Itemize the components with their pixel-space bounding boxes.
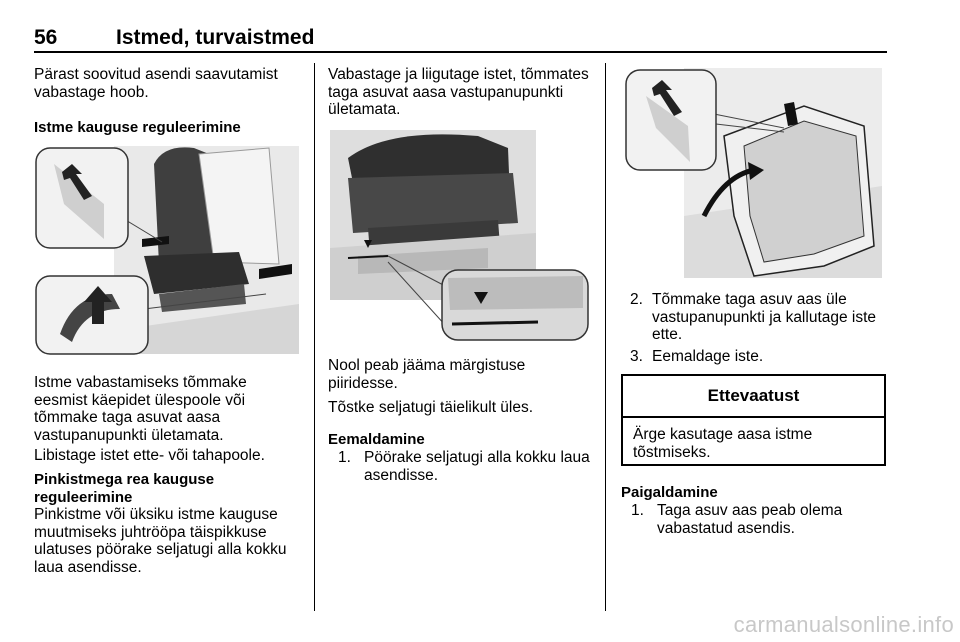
caution-title: Ettevaatust [623,376,884,418]
list-item-number: 3. [630,348,643,365]
col3-heading-installation: Paigaldamine [621,484,718,501]
caution-box [621,374,886,466]
col1-paragraph-2: Istme vabastamiseks tõmmake eesmist käepidet ülespoole või tõmmake taga asuvat aasa vastupanupunkti ületamata. [34,374,247,444]
header-rule [34,51,887,53]
caution-text: Ärge kasutage aasa istme tõstmiseks. [633,426,813,461]
col1-paragraph-1: Pärast soovitud asendi saavutamist vabastage hoob. [34,66,278,101]
column-divider-1 [314,63,315,611]
list-item-text: Pöörake seljatugi alla kokku laua asendisse. [364,449,590,484]
col2-paragraph-3: Tõstke seljatugi täielikult üles. [328,399,534,416]
list-item-text: Eemaldage iste. [652,348,764,365]
list-item-number: 1. [338,449,351,466]
col2-heading-removal: Eemaldamine [328,431,425,448]
page-number: 56 [34,26,58,49]
col1-paragraph-4: Pinkistme või üksiku istme kauguse muutmiseks juhtrööpa täispikkuse ulatuses pöörake seljatugi alla kokku laua asendisse. [34,506,287,576]
col1-heading-seat-distance: Istme kauguse reguleerimine [34,119,241,136]
col3-list-item-3 [624,348,886,366]
watermark: carmanualsonline.info [733,612,954,637]
col3-list-item-2 [624,291,886,344]
list-item-number: 2. [630,291,643,308]
list-item-text: Taga asuv aas peab olema vabastatud asendis. [657,502,843,537]
seat-adjust-illustration [34,144,299,356]
col3-list2-item-1 [621,502,883,537]
col2-list-item-1 [328,449,592,484]
list-item-text: Tõmmake taga asuv aas üle vastupanupunkti ja kallutage iste ette. [652,291,877,343]
column-divider-2 [605,63,606,611]
seat-tilt-illustration [624,66,884,280]
col2-paragraph-1: Vabastage ja liigutage istet, tõmmates taga asuvat aasa vastupanupunkti ületamata. [328,66,589,118]
list-item-number: 1. [631,502,644,519]
col1-paragraph-3: Libistage istet ette- või tahapoole. [34,447,265,464]
col1-heading-bench-distance: Pinkistmega rea kauguse reguleerimine [34,471,215,506]
col2-paragraph-2: Nool peab jääma märgistuse piiridesse. [328,357,526,392]
page-title: Istmed, turvaistmed [116,26,315,49]
seat-rail-marking-illustration [328,128,590,342]
